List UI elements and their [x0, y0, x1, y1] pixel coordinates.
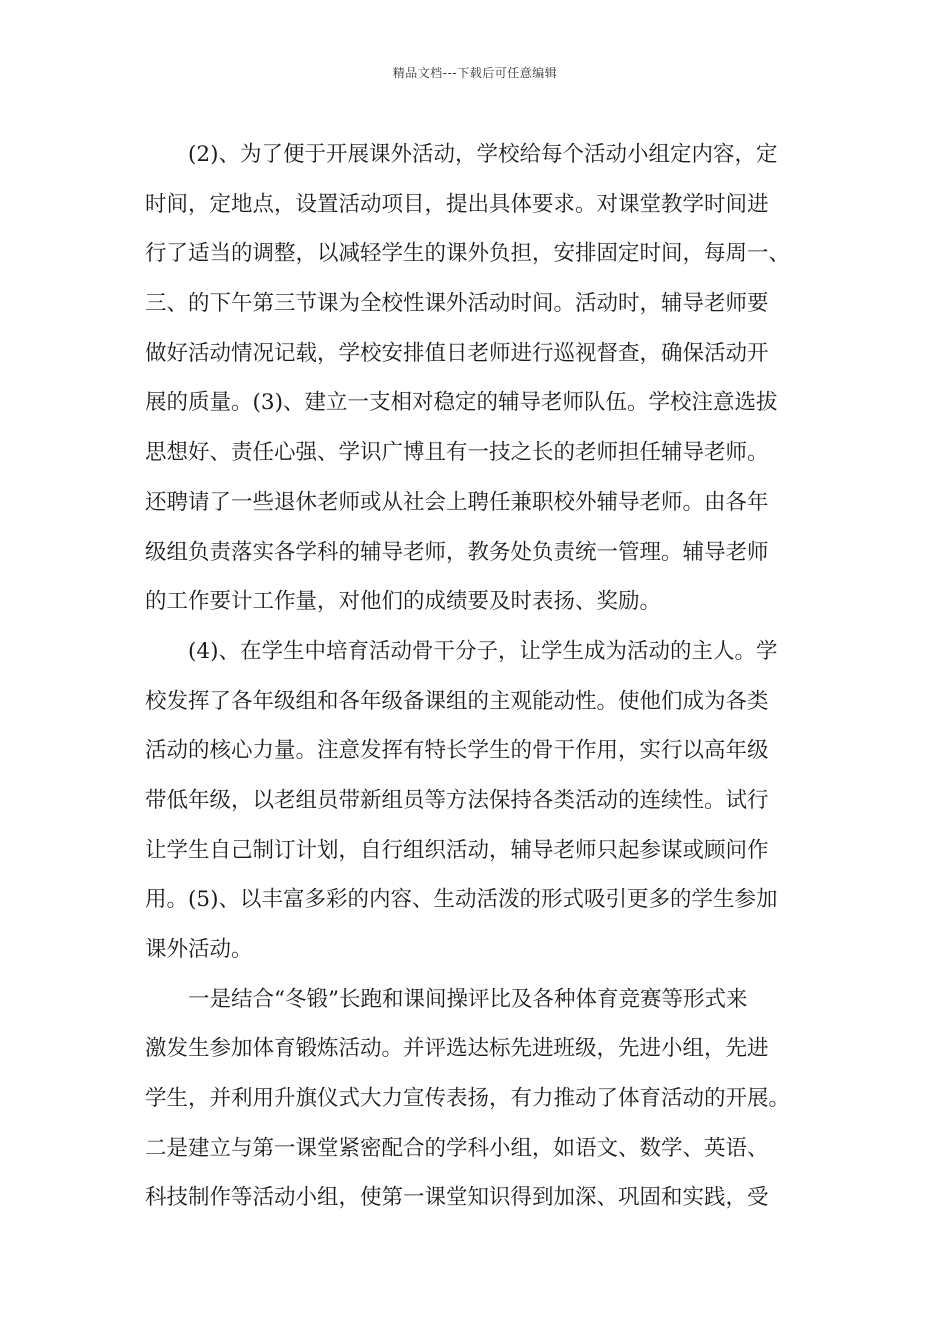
text-line: 校发挥了各年级组和各年级备课组的主观能动性。使他们成为各类 [145, 688, 769, 714]
text-line: 的工作要计工作量，对他们的成绩要及时表扬、奖励。 [145, 589, 662, 615]
text-line: (4)、在学生中培育活动骨干分子，让学生成为活动的主人。学 [188, 638, 778, 664]
text-line: 课外活动。 [145, 937, 253, 962]
text-line: 三、的下午第三节课为全校性课外活动时间。活动时，辅导老师要 [145, 291, 769, 317]
text-line: 让学生自己制订计划，自行组织活动，辅导老师只起参谋或顾问作 [145, 837, 769, 863]
text-line: 用。(5)、以丰富多彩的内容、生动活泼的形式吸引更多的学生参加 [145, 887, 778, 913]
text-line: 展的质量。(3)、建立一支相对稳定的辅导老师队伍。学校注意选拔 [145, 390, 778, 416]
text-line: 活动的核心力量。注意发挥有特长学生的骨干作用，实行以高年级 [145, 738, 769, 764]
text-line: 思想好、责任心强、学识广博且有一技之长的老师担任辅导老师。 [145, 440, 769, 466]
text-line: 做好活动情况记载，学校安排值日老师进行巡视督查，确保活动开 [145, 340, 769, 366]
text-line: 时间，定地点，设置活动项目，提出具体要求。对课堂教学时间进 [145, 191, 769, 217]
text-line: 带低年级，以老组员带新组员等方法保持各类活动的连续性。试行 [145, 787, 769, 813]
text-line: 学生，并利用升旗仪式大力宣传表扬，有力推动了体育活动的开展。 [145, 1086, 791, 1112]
text-line: 二是建立与第一课堂紧密配合的学科小组，如语文、数学、英语、 [145, 1135, 769, 1161]
text-line: 级组负责落实各学科的辅导老师，教务处负责统一管理。辅导老师 [145, 539, 769, 565]
text-line: 一是结合“冬锻”长跑和课间操评比及各种体育竞赛等形式来 [188, 986, 748, 1012]
text-line: 还聘请了一些退休老师或从社会上聘任兼职校外辅导老师。由各年 [145, 489, 769, 515]
text-line: 科技制作等活动小组，使第一课堂知识得到加深、巩固和实践，受 [145, 1185, 769, 1211]
text-line: (2)、为了便于开展课外活动，学校给每个活动小组定内容，定 [188, 142, 778, 167]
document-body [145, 130, 825, 1223]
page-header: 精品文档---下载后可任意编辑 [392, 66, 558, 80]
text-line: 行了适当的调整，以减轻学生的课外负担，安排固定时间，每周一、 [145, 241, 791, 267]
text-line: 激发生参加体育锻炼活动。并评选达标先进班级，先进小组，先进 [145, 1036, 769, 1062]
